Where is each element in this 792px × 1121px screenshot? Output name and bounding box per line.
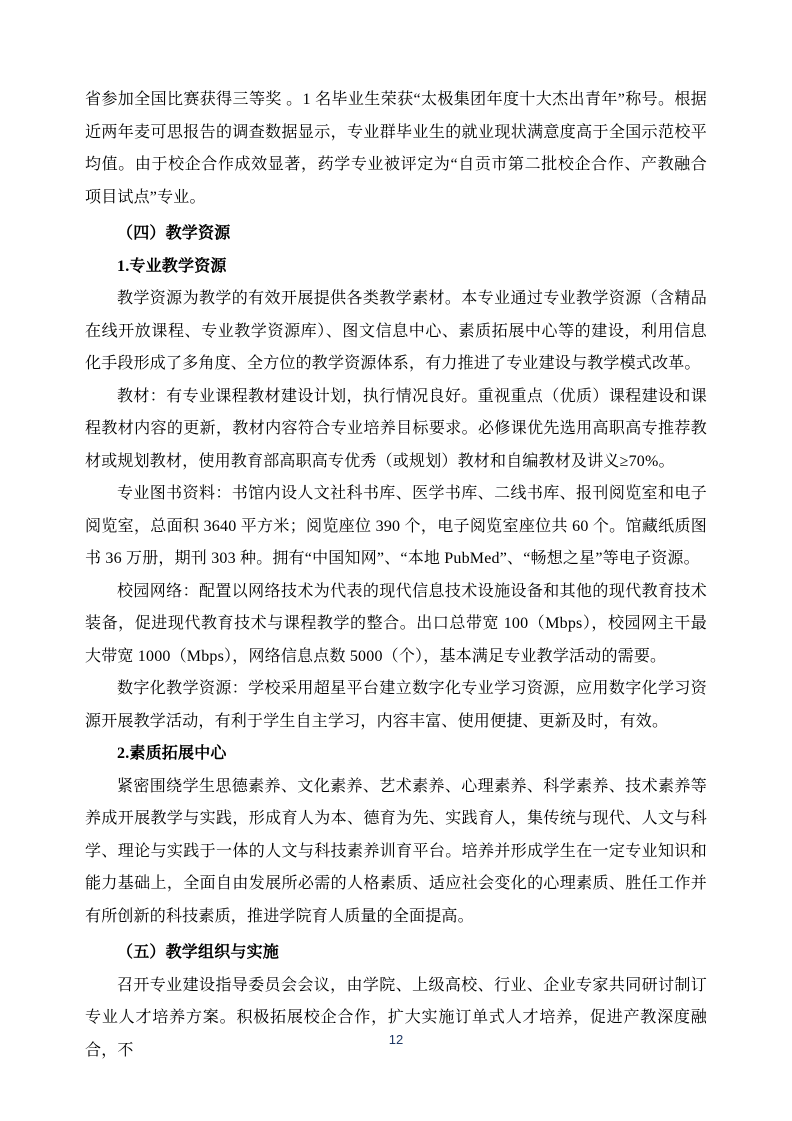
sub-heading-2-quality-development-center: 2.素质拓展中心 (117, 745, 227, 762)
sub-heading-1-professional-teaching-resources: 1.专业教学资源 (117, 257, 227, 275)
section-heading-5-teaching-organization: （五）教学组织与实施 (117, 944, 280, 961)
paragraph: 紧密围绕学生思德素养、文化素养、艺术素养、心理素养、科学素养、技术素养等养成开展教学与实践，形成育人为本、德育为先、实践育人，集传统与现代、人文与科学、理论与实践于一体的人文与科技素养训育平台。培养并形成学生在一定专业知识和能力基础上，全面自由发展所必需的人格素质、适应社会变化的心理素质、胜任工作并有所创新的科技素质，推进学院育人质量的全面提高。 (85, 777, 707, 925)
paragraph: 召开专业建设指导委员会会议，由学院、上级高校、行业、企业专家共同研讨制订专业人才培养方案。积极拓展校企合作，扩大实施订单式人才培养，促进产教深度融合，不 (85, 976, 707, 1059)
document-body (85, 84, 707, 1067)
paragraph: 教学资源为教学的有效开展提供各类教学素材。本专业通过专业教学资源（含精品在线开放课程、专业教学资源库）、图文信息中心、素质拓展中心等的建设，利用信息化手段形成了多角度、全方位的教学资源体系，有力推进了专业建设与教学模式改革。 (85, 290, 707, 372)
paragraph: 数字化教学资源：学校采用超星平台建立数字化专业学习资源，应用数字化学习资源开展教学活动，有利于学生自主学习，内容丰富、使用便捷、更新及时，有效。 (85, 680, 707, 730)
paragraph: 校园网络：配置以网络技术为代表的现代信息技术设施设备和其他的现代教育技术装备，促进现代教育技术与课程教学的整合。出口总带宽 100（Mbps），校园网主干最大带宽 1000（Mbps），网络信息点数 5000（个），基本满足专业教学活动的需要。 (85, 582, 707, 665)
paragraph: 专业图书资料：书馆内设人文社科书库、医学书库、二线书库、报刊阅览室和电子阅览室，总面积 3640 平方米；阅览座位 390 个，电子阅览室座位共 60 个。馆藏纸质图书 36 万册，期刊 303 种。拥有“中国知网”、“本地 PubMed”、“畅想之星”等电子资源。 (85, 485, 707, 567)
page-number: 12 (388, 1032, 404, 1047)
paragraph: 教材：有专业课程教材建设计划，执行情况良好。重视重点（优质）课程建设和课程教材内容的更新，教材内容符合专业培养目标要求。必修课优先选用高职高专推荐教材或规划教材，使用教育部高职高专优秀（或规划）教材和自编教材及讲义≥70%。 (85, 387, 707, 470)
page-footer (0, 1031, 792, 1049)
paragraph-continuation: 省参加全国比赛获得三等奖 。1 名毕业生荣获“太极集团年度十大杰出青年”称号。根据近两年麦可思报告的调查数据显示，专业群毕业生的就业现状满意度高于全国示范校平均值。由于校企合作成效显著，药学专业被评定为“自贡市第二批校企合作、产教融合项目试点”专业。 (85, 91, 707, 206)
section-heading-4-teaching-resources: （四）教学资源 (117, 225, 231, 242)
